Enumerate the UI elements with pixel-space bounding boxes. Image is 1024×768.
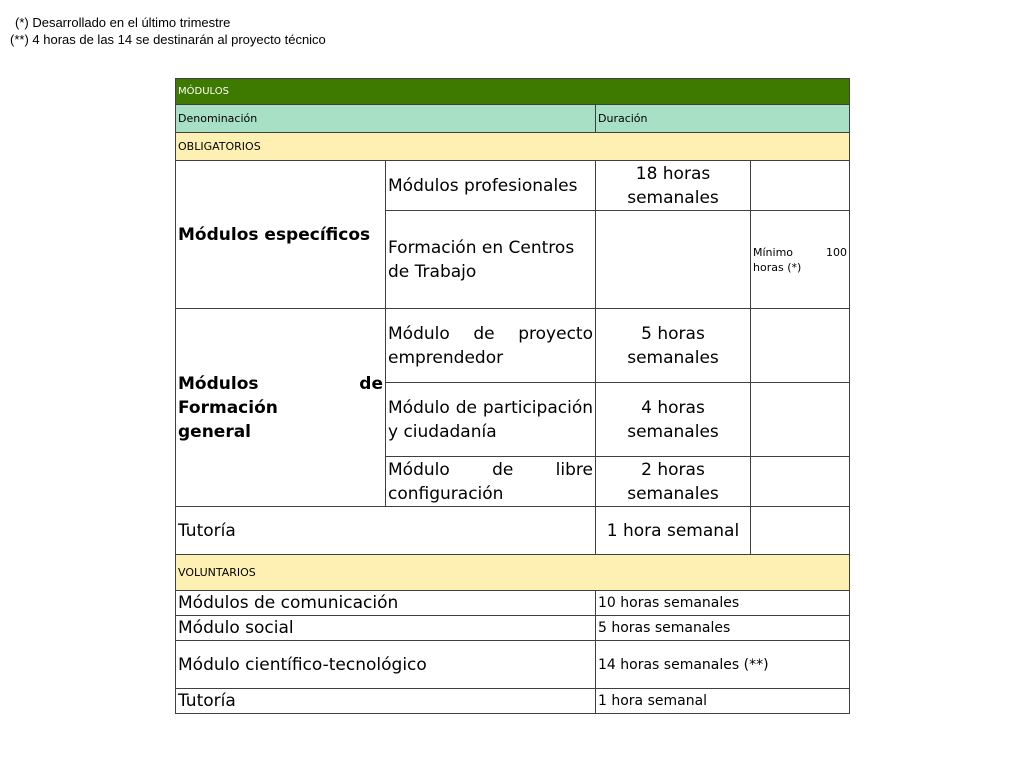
module-name-participacion xyxy=(386,383,596,457)
module-duration-libre: 2 horas semanales xyxy=(596,457,751,507)
empty-cell xyxy=(751,457,850,507)
module-duration-proyecto: 5 horas semanales xyxy=(596,309,751,383)
empty-cell xyxy=(751,161,850,211)
voluntary-duration: 1 hora semanal xyxy=(596,689,850,714)
module-name-line-2: emprendedor xyxy=(388,347,504,368)
voluntary-duration: 10 horas semanales xyxy=(596,591,850,616)
module-name-profesionales: Módulos profesionales xyxy=(386,161,596,211)
group-label-formacion-general xyxy=(176,309,386,507)
module-name-line-2: y ciudadanía xyxy=(388,421,497,442)
module-name-line-1: Módulo de libre xyxy=(388,459,593,480)
group-label-especificos: Módulos específicos xyxy=(176,161,386,309)
voluntary-duration: 5 horas semanales xyxy=(596,616,850,641)
module-name-proyecto-emprendedor xyxy=(386,309,596,383)
voluntary-name: Tutoría xyxy=(176,689,596,714)
voluntary-name: Módulos de comunicación xyxy=(176,591,596,616)
section-header-voluntarios: VOLUNTARIOS xyxy=(176,555,850,591)
module-name-line-1: Módulo de participación xyxy=(388,397,593,418)
column-header-duracion: Duración xyxy=(596,105,850,133)
module-name-line-2: configuración xyxy=(388,483,504,504)
module-note-fct xyxy=(751,211,850,309)
fct-note-line-2: horas (*) xyxy=(753,260,802,274)
module-duration-profesionales: 18 horas semanales xyxy=(596,161,751,211)
empty-cell xyxy=(596,211,751,309)
empty-cell xyxy=(751,383,850,457)
voluntary-name: Módulo social xyxy=(176,616,596,641)
fct-note-line-1: Mínimo 100 xyxy=(753,245,848,259)
voluntary-name: Módulo científico-tecnológico xyxy=(176,641,596,689)
module-name-tutoria: Tutoría xyxy=(176,507,596,555)
module-duration-tutoria: 1 hora semanal xyxy=(596,507,751,555)
module-name-libre-configuracion xyxy=(386,457,596,507)
module-name-line-1: Módulo de proyecto xyxy=(388,323,593,344)
footnote-1: (*) Desarrollado en el último trimestre xyxy=(15,15,231,30)
group-label-line-2: general xyxy=(178,421,252,442)
voluntary-duration: 14 horas semanales (**) xyxy=(596,641,850,689)
group-label-line-1: Módulos de Formación xyxy=(178,373,383,418)
table-header-modulos: MÓDULOS xyxy=(176,79,850,105)
empty-cell xyxy=(751,507,850,555)
modules-table xyxy=(175,78,850,714)
footnotes xyxy=(10,14,326,48)
section-header-obligatorios: OBLIGATORIOS xyxy=(176,133,850,161)
column-header-denominacion: Denominación xyxy=(176,105,596,133)
footnote-2: (**) 4 horas de las 14 se destinarán al proyecto técnico xyxy=(10,32,326,47)
module-duration-participacion: 4 horas semanales xyxy=(596,383,751,457)
module-name-fct: Formación en Centros de Trabajo xyxy=(386,211,596,309)
empty-cell xyxy=(751,309,850,383)
